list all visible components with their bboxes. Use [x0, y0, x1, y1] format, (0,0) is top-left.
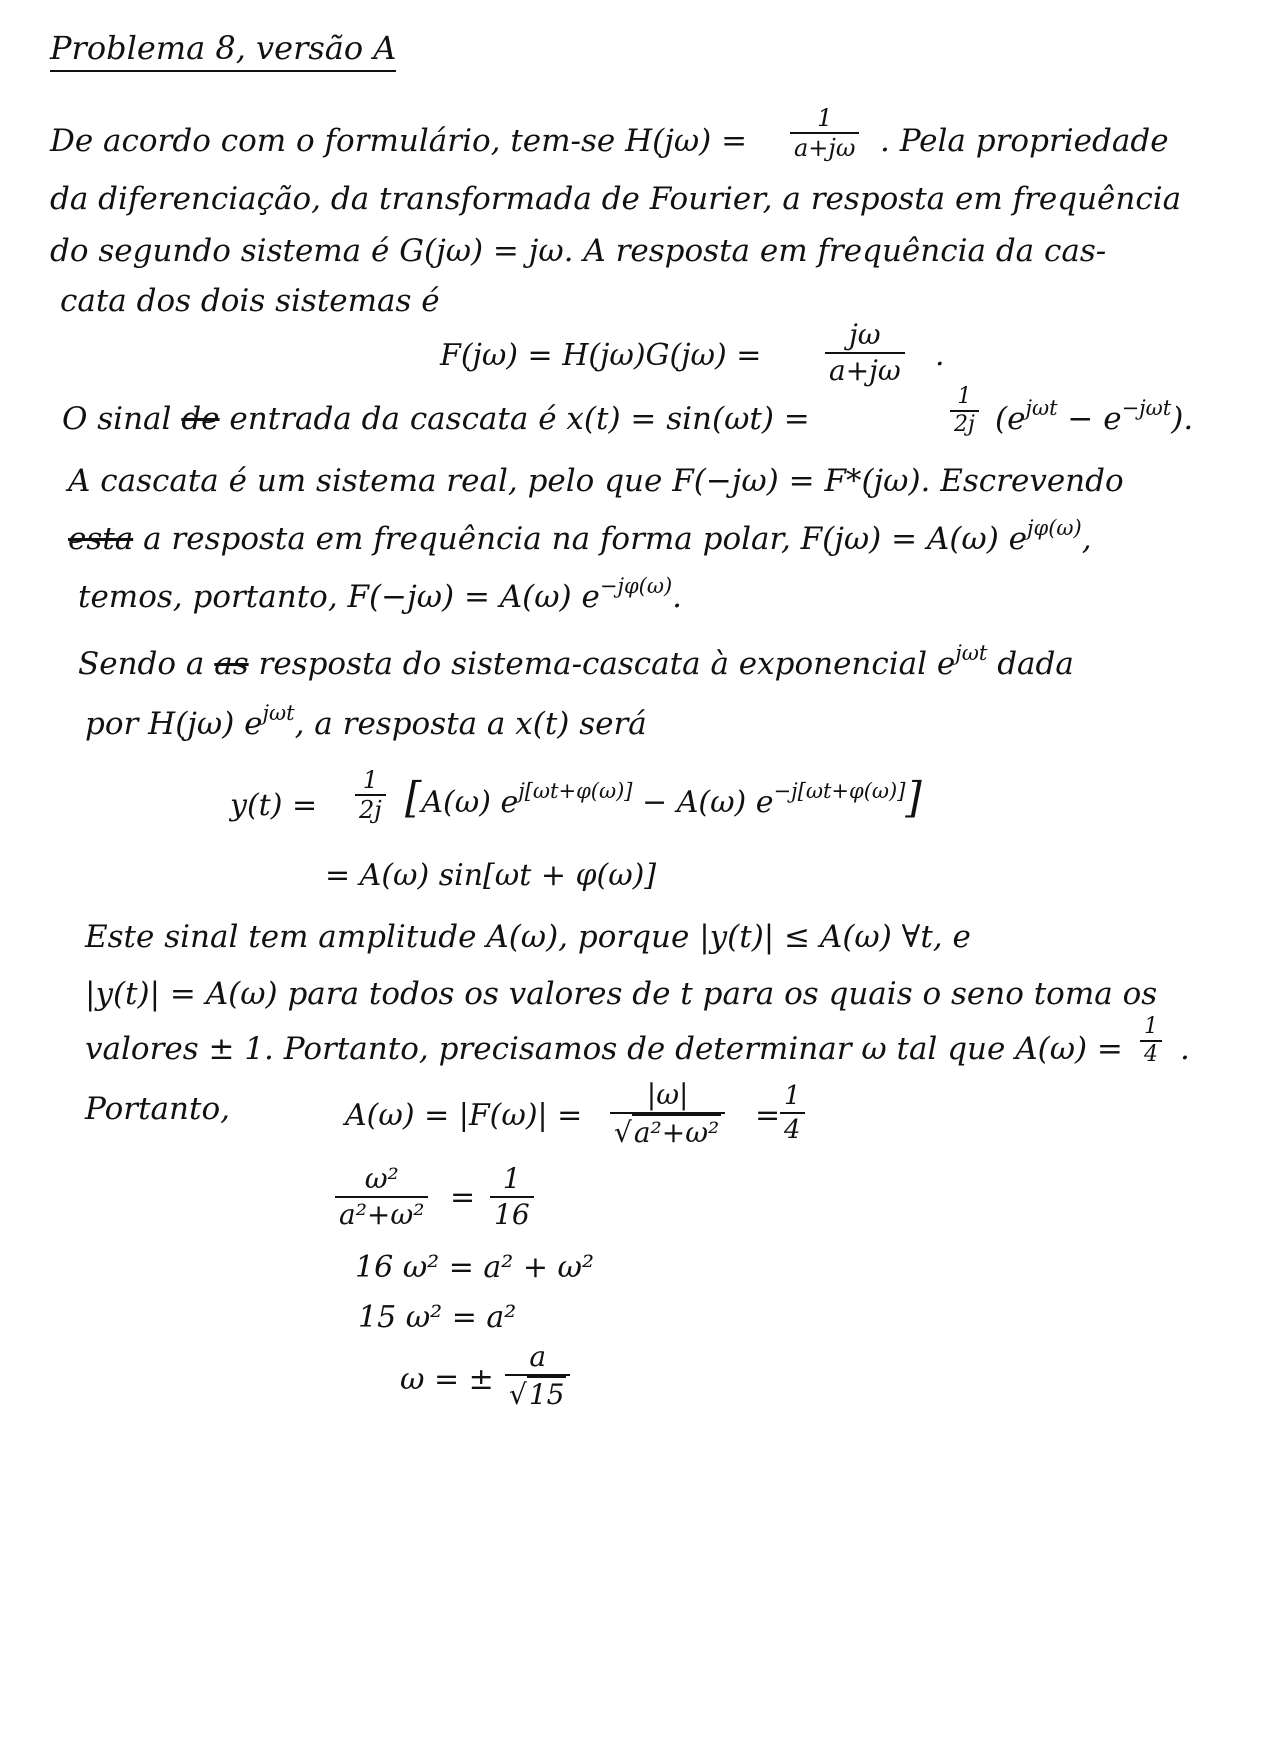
- p2-l3: a resposta em frequência na forma polar, F(jω) = A(ω) e: [143, 521, 1027, 557]
- p2-l3-sup: jφ(ω): [1027, 516, 1082, 540]
- p2-fraction-denominator: 2j: [954, 412, 975, 437]
- p1-line-4: cata dos dois sistemas é: [60, 283, 440, 319]
- p2-fraction: [950, 384, 979, 438]
- deriv-eq1-numerator: |ω|: [610, 1078, 725, 1114]
- eq2-lhs: y(t) =: [230, 788, 318, 823]
- p1-line-1: [50, 122, 747, 160]
- p2-line-4: [78, 574, 683, 619]
- deriv-eq2-rhs-fraction: [490, 1162, 534, 1232]
- eq2-term2-sup: −j[ωt+φ(ω)]: [773, 779, 906, 803]
- deriv-eq1-lhs: A(ω) = |F(ω)| =: [345, 1098, 583, 1133]
- eq1-end: .: [935, 338, 945, 373]
- deriv-eq5-lhs: ω = ±: [400, 1362, 494, 1397]
- p4-line-3-end: .: [1180, 1031, 1190, 1067]
- deriv-eq2-rhs-denominator: 16: [494, 1198, 530, 1231]
- eq2-open-bracket: [: [405, 773, 422, 822]
- p3-struck-word: as: [214, 646, 249, 682]
- p2-line-1: [62, 400, 810, 438]
- deriv-eq4: 15 ω² = a²: [358, 1300, 517, 1335]
- deriv-eq2-fraction: [335, 1162, 428, 1232]
- p4-fraction-numerator: 1: [1140, 1014, 1162, 1042]
- p3-l2b: , a resposta a x(t) será: [294, 706, 647, 742]
- p4-line-3: valores ± 1. Portanto, precisamos de determinar ω tal que A(ω) =: [85, 1031, 1123, 1067]
- p2-line-2: A cascata é um sistema real, pelo que F(−jω) = F*(jω). Escrevendo: [68, 463, 1124, 499]
- eq2-body: [405, 773, 922, 823]
- p2-struck-word: de: [181, 401, 220, 437]
- deriv-eq5-numerator: a: [505, 1340, 570, 1376]
- deriv-eq1-rhs-numerator: 1: [780, 1080, 805, 1114]
- p4-line-1: Este sinal tem amplitude A(ω), porque |y(t)| ≤ A(ω) ∀t, e: [85, 919, 971, 955]
- p2-sup2: −jωt: [1121, 396, 1172, 420]
- deriv-eq1-radicand: a²+ω²: [633, 1116, 720, 1149]
- p3-l2: por H(jω) e: [85, 706, 263, 742]
- p1-line-3: do segundo sistema é G(jω) = jω. A resposta em frequência da cas-: [50, 233, 1107, 269]
- eq2-term1: A(ω) e: [421, 785, 519, 820]
- deriv-eq5-fraction: [505, 1340, 570, 1412]
- eq2-term1-sup: j[ωt+φ(ω)]: [518, 779, 633, 803]
- p2-l3-end: ,: [1081, 521, 1092, 557]
- eq2-close-bracket: ]: [905, 773, 922, 822]
- eq2-fraction-denominator: 2j: [359, 796, 382, 824]
- eq2-term2: − A(ω) e: [632, 785, 774, 820]
- p3-l2-sup: jωt: [262, 701, 295, 725]
- deriv-eq2-numerator: ω²: [335, 1162, 428, 1198]
- p2-l4-sup: −jφ(ω): [599, 574, 673, 598]
- eq1-numerator: jω: [825, 318, 905, 354]
- p3-l1a: Sendo a: [78, 646, 205, 682]
- eq2-line-2: = A(ω) sin[ωt + φ(ω)]: [325, 858, 657, 893]
- p3-line-2: [85, 701, 647, 746]
- deriv-eq1-denominator: √a²+ω²: [614, 1116, 720, 1149]
- h-numerator: 1: [790, 104, 859, 134]
- p4-fraction-denominator: 4: [1144, 1042, 1158, 1067]
- p2-struck-word-2: esta: [68, 521, 134, 557]
- p4-line-2: |y(t)| = A(ω) para todos os valores de t para os quais o seno toma os: [85, 976, 1158, 1012]
- p2-l1e: ).: [1171, 401, 1194, 437]
- deriv-eq1-rhs-fraction: [780, 1080, 805, 1146]
- deriv-eq1-equals: =: [755, 1098, 781, 1133]
- p2-fraction-numerator: 1: [950, 384, 979, 412]
- p2-l1a: O sinal: [62, 401, 172, 437]
- p2-line-3: [68, 516, 1092, 561]
- p2-l1d: − e: [1057, 401, 1122, 437]
- p3-l1b: resposta do sistema-cascata à exponencial e: [258, 646, 956, 682]
- eq2-fraction-numerator: 1: [355, 766, 386, 796]
- deriv-eq3: 16 ω² = a² + ω²: [355, 1250, 595, 1285]
- deriv-eq5-denominator: √15: [509, 1378, 565, 1411]
- p1-line-2: da diferenciação, da transformada de Fourier, a resposta em frequência: [50, 181, 1182, 217]
- h-denominator: a+jω: [794, 134, 856, 162]
- deriv-eq5-radicand: 15: [528, 1378, 565, 1411]
- page-title: Problema 8, versão A: [50, 28, 396, 72]
- deriv-eq2-equals: =: [450, 1180, 476, 1215]
- eq1-fraction: [825, 318, 905, 388]
- p2-l4-end: .: [672, 579, 683, 615]
- p2-l1b: entrada da cascata é x(t) = sin(ωt) =: [229, 401, 810, 437]
- deriv-eq2-denominator: a²+ω²: [339, 1198, 425, 1231]
- deriv-eq2-rhs-numerator: 1: [490, 1162, 534, 1198]
- eq1-lhs: F(jω) = H(jω)G(jω) =: [440, 338, 762, 373]
- p3-line-1: [78, 641, 1074, 686]
- eq2-fraction: [355, 766, 386, 824]
- p2-sup1: jωt: [1025, 396, 1058, 420]
- deriv-eq1-fraction: [610, 1078, 725, 1150]
- derivation-label: Portanto,: [85, 1091, 230, 1127]
- p2-l1c: (e: [995, 401, 1026, 437]
- p2-l4: temos, portanto, F(−jω) = A(ω) e: [78, 579, 600, 615]
- h-fraction: [790, 104, 859, 162]
- eq1-denominator: a+jω: [829, 354, 901, 387]
- p1-line-1-text: De acordo com o formulário, tem-se H(jω) =: [50, 123, 748, 159]
- deriv-eq1-rhs-denominator: 4: [784, 1115, 801, 1145]
- p2-line-1-tail: [995, 396, 1194, 441]
- p1-line-1-end: . Pela propriedade: [880, 123, 1169, 159]
- p4-fraction: [1140, 1014, 1162, 1068]
- p3-l1-sup: jωt: [955, 641, 988, 665]
- p3-l1c: dada: [987, 646, 1074, 682]
